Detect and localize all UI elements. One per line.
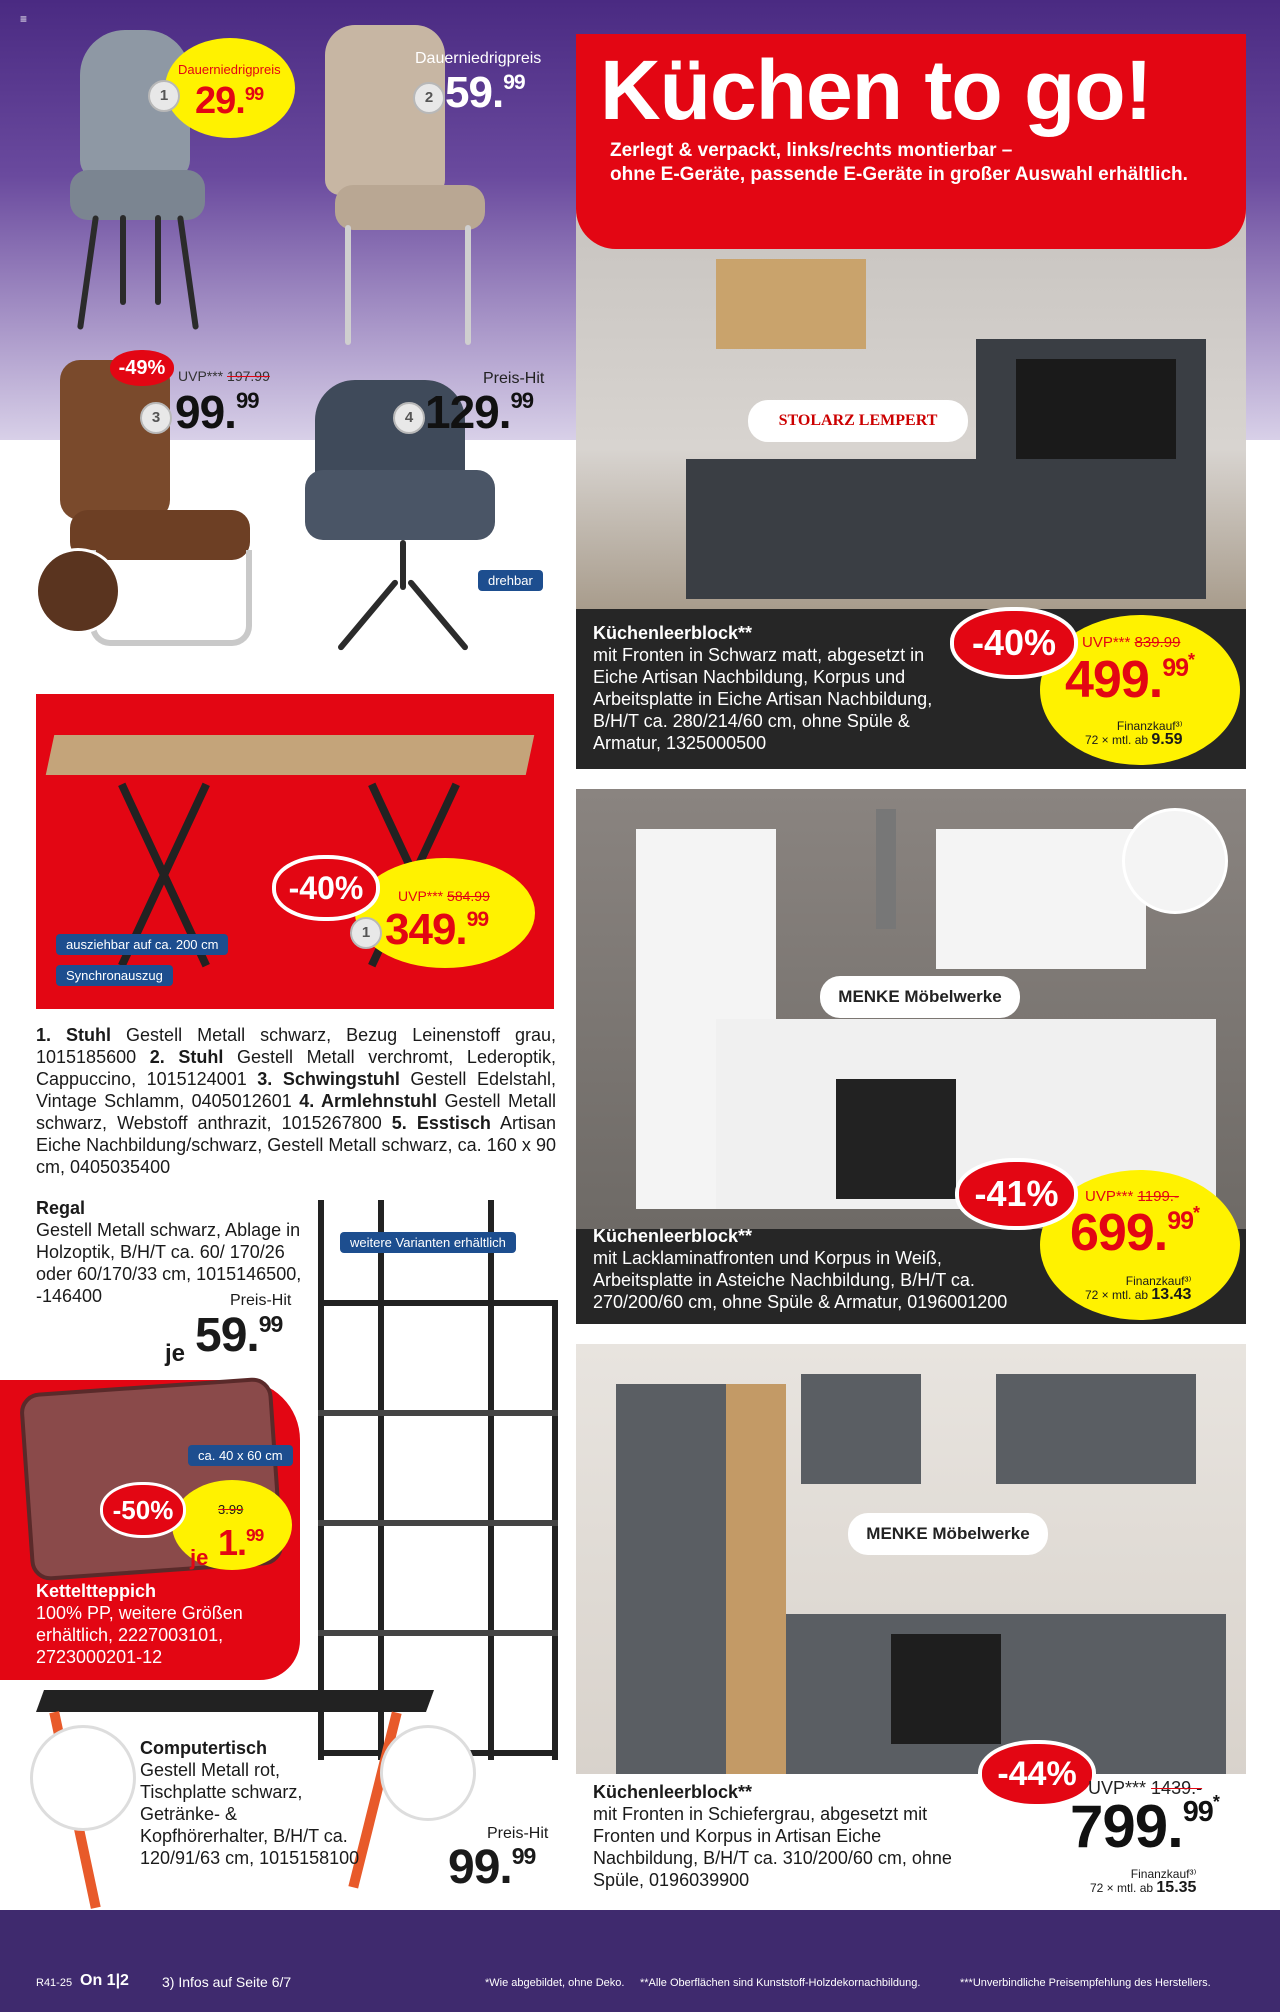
computertisch-description: Gestell Metall rot, Tischplatte schwarz, Getränke- & Kopfhörerhalter, B/H/T ca. 120/91/63 cm, 1015158100 xyxy=(140,1760,360,1868)
chair-3-price: 99.99 xyxy=(175,386,259,438)
regal-image xyxy=(318,1200,558,1760)
regal-price: 59.99 xyxy=(195,1309,283,1362)
chair-3-discount: -49% xyxy=(110,350,174,386)
teppich-discount: -50% xyxy=(100,1482,186,1538)
chair-1-price: 29.99 xyxy=(195,80,264,122)
chairs-description: 1. Stuhl Gestell Metall schwarz, Bezug Leinenstoff grau, 1015185600 2. Stuhl Gestell Metall verchromt, Lederoptik, Cappuccino, 1015124001 3. Schwingstuhl Gestell Edelstahl, Vintage Schlamm, 0405012601 4. Armlehnstuhl Gestell Metall schwarz, Webstoff anthrazit, 1015267800 5. Esstisch Artisan Eiche Nachbildung/schwarz, Gestell Metall schwarz, ca. 160 x 90 cm, 0405035400 xyxy=(36,1025,556,1177)
headline-title: Küchen to go! xyxy=(600,43,1152,137)
kitchen-1-finance: Finanzkauf³⁾ 72 × mtl. ab 9.59 xyxy=(1085,719,1183,748)
table-discount: -40% xyxy=(272,855,380,921)
footer-bar xyxy=(0,1910,1280,2012)
chair-2-label: Dauerniedrigpreis xyxy=(415,50,542,67)
chair-2-number: 2 xyxy=(413,82,445,114)
kitchen-1-discount: -40% xyxy=(950,607,1078,679)
kitchen-3-description: mit Fronten in Schiefergrau, abgesetzt mit Fronten und Korpus in Artisan Eiche Nachbildung, B/H/T ca. 310/200/60 cm, ohne Spüle, 0196039900 xyxy=(593,1804,952,1890)
footer-on: On 1|2 xyxy=(80,1972,129,1989)
corner-mark: ≡ xyxy=(20,12,28,26)
chair-4-number: 4 xyxy=(393,402,425,434)
chair-4-label: Preis-Hit xyxy=(483,370,545,387)
table-number: 1 xyxy=(350,917,382,949)
computertisch-detail-inset xyxy=(30,1725,136,1831)
kitchen-1-title: Küchenleerblock** xyxy=(593,623,753,643)
kitchen-1-description: mit Fronten in Schwarz matt, abgesetzt in Eiche Artisan Nachbildung, Korpus und Arbeitsplatte in Eiche Artisan Nachbildung, B/H/T ca. 280/214/60 cm, ohne Spüle & Armatur, 1325000500 xyxy=(593,645,933,753)
chair-4-price: 129.99 xyxy=(425,386,534,438)
computertisch-detail-inset-2 xyxy=(380,1725,476,1821)
footer-code: R41-25 xyxy=(36,1977,73,1989)
regal-title: Regal xyxy=(36,1198,86,1218)
teppich-title: Ketteltteppich xyxy=(36,1581,157,1601)
kitchen-2-price: 699.$^{99*}$ xyxy=(1070,1203,1199,1262)
table-sync-tag: Synchronauszug xyxy=(56,965,173,986)
chair-3-uvp: UVP*** 197.99 xyxy=(178,368,270,384)
computertisch-label: Preis-Hit xyxy=(487,1825,549,1842)
kitchen-3-finance: Finanzkauf³⁾ 72 × mtl. ab 15.35 xyxy=(1090,1867,1197,1896)
computertisch-title: Computertisch xyxy=(140,1738,268,1758)
kitchen-3-title: Küchenleerblock** xyxy=(593,1782,753,1802)
kitchen-2-detail-inset xyxy=(1122,808,1228,914)
headline-subtitle-1: Zerlegt & verpackt, links/rechts montierbar – xyxy=(610,140,1013,161)
chair-1-label: Dauerniedrigpreis xyxy=(178,62,281,77)
kitchen-2-description: mit Lacklaminatfronten und Korpus in Weiß, Arbeitsplatte in Asteiche Nachbildung, B/H/T ca. 270/200/60 cm, ohne Spüle & Armatur, 0196001200 xyxy=(593,1248,1008,1312)
kitchen-3-brand-logo: MENKE Möbelwerke xyxy=(848,1513,1048,1555)
chair-3-number: 3 xyxy=(140,402,172,434)
chair-1-number: 1 xyxy=(148,80,180,112)
kitchen-2-uvp: UVP*** 1199.- xyxy=(1085,1188,1179,1205)
table-extendable-tag: ausziehbar auf ca. 200 cm xyxy=(56,934,228,955)
computertisch-price: 99.99 xyxy=(448,1841,536,1894)
teppich-price: 1.99 xyxy=(218,1522,264,1563)
footer-info: 3) Infos auf Seite 6/7 xyxy=(162,1974,292,1990)
teppich-description: 100% PP, weitere Größen erhältlich, 2227003101, 2723000201-12 xyxy=(36,1603,243,1667)
kitchen-2-brand-logo: MENKE Möbelwerke xyxy=(820,976,1020,1018)
regal-description: Gestell Metall schwarz, Ablage in Holzoptik, B/H/T ca. 60/ 170/26 oder 60/170/33 cm, 1015146500, -146400 xyxy=(36,1220,302,1306)
chair-2-price: 59.99 xyxy=(445,68,525,117)
teppich-prefix: je xyxy=(190,1545,209,1570)
kitchen-1-brand-logo: STOLARZ LEMPERT xyxy=(748,400,968,442)
kitchen-3-image xyxy=(576,1344,1246,1784)
chair-4-swivel-tag: drehbar xyxy=(478,570,543,591)
chair-3-detail-inset xyxy=(35,548,121,634)
regal-variants-tag: weitere Varianten erhältlich xyxy=(340,1232,516,1253)
kitchen-2-title: Küchenleerblock** xyxy=(593,1226,753,1246)
footer-note-2: **Alle Oberflächen sind Kunststoff-Holzdekornachbildung. xyxy=(640,1977,921,1989)
teppich-size-tag: ca. 40 x 60 cm xyxy=(188,1445,293,1466)
kitchen-3-price: 799.$^{99*}$ xyxy=(1070,1792,1219,1860)
regal-prefix: je xyxy=(165,1340,186,1367)
headline-subtitle-2: ohne E-Geräte, passende E-Geräte in großer Auswahl erhältlich. xyxy=(610,164,1188,185)
kitchen-2-finance: Finanzkauf³⁾ 72 × mtl. ab 13.43 xyxy=(1085,1274,1192,1303)
kitchen-2-discount: -41% xyxy=(955,1158,1078,1230)
table-uvp: UVP*** 584.99 xyxy=(398,888,490,904)
kitchen-1-price: 499.$^{99*}$ xyxy=(1065,650,1194,709)
regal-label: Preis-Hit xyxy=(230,1292,292,1309)
table-price: 349.99 xyxy=(385,905,489,954)
kitchen-3-uvp: UVP*** 1439.- xyxy=(1088,1778,1203,1798)
kitchen-3-discount: -44% xyxy=(978,1740,1096,1808)
kitchen-1-uvp: UVP*** 839.99 xyxy=(1082,634,1181,651)
footer-note-3: ***Unverbindliche Preisempfehlung des Herstellers. xyxy=(960,1977,1211,1989)
footer-note-1: *Wie abgebildet, ohne Deko. xyxy=(485,1977,625,1989)
teppich-old-price: 3.99 xyxy=(218,1502,244,1517)
